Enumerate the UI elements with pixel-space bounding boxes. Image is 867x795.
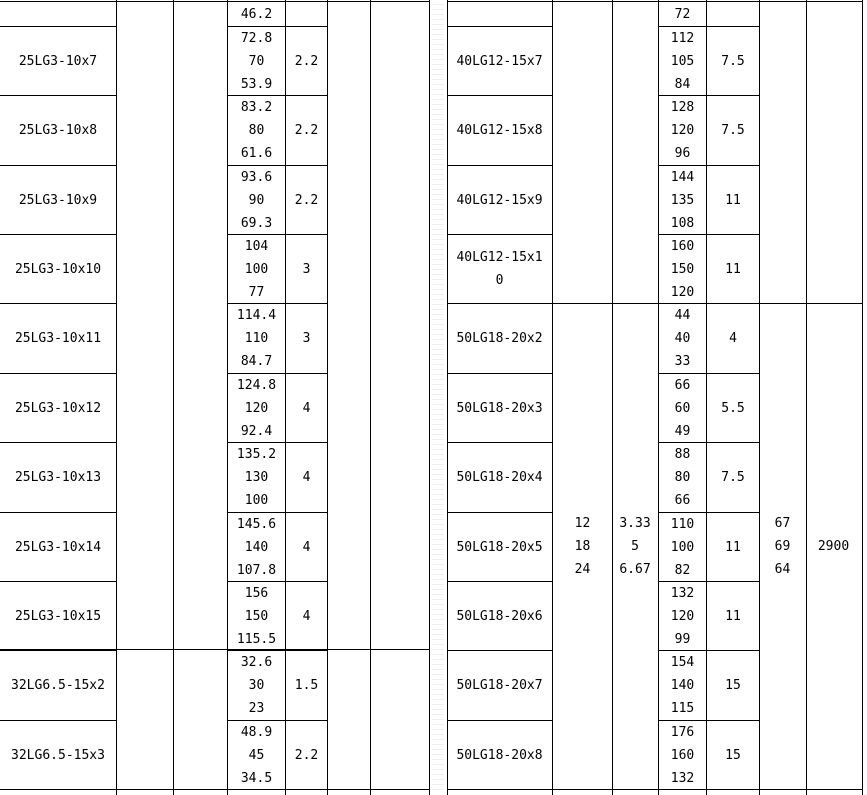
- flow-m3h-value: 24: [574, 562, 591, 577]
- power-cell: 3: [302, 261, 311, 277]
- efficiency-group: [760, 512, 805, 581]
- model-cell: 25LG3-10x12: [14, 400, 102, 416]
- head-values: [228, 27, 285, 96]
- head-value: 44: [674, 308, 691, 323]
- table-gap: [432, 0, 444, 794]
- model-cell: [0, 0, 116, 26]
- head-value: 100: [670, 540, 695, 555]
- head-value: 66: [674, 378, 691, 393]
- model-cell: 50LG18-20x3: [456, 400, 543, 416]
- head-value: 135.2: [236, 447, 277, 462]
- head-values: [659, 304, 706, 373]
- head-values: [659, 3, 706, 26]
- power-cell: 4: [302, 470, 311, 485]
- head-value: 107.8: [236, 563, 277, 578]
- head-values: [228, 582, 285, 651]
- head-value: 46.2: [240, 7, 273, 22]
- model-line: 40LG12-15x1: [456, 250, 543, 265]
- head-value: 45: [248, 748, 265, 763]
- head-value: 128: [670, 100, 695, 115]
- head-value: 60: [674, 401, 691, 416]
- power-cell: 4: [302, 608, 311, 624]
- efficiency-value: 64: [774, 562, 791, 577]
- head-value: 99: [674, 632, 691, 647]
- head-value: 33: [674, 354, 691, 369]
- head-value: 82: [674, 563, 691, 578]
- head-value: 100: [244, 262, 269, 277]
- head-value: 115: [670, 701, 695, 716]
- head-value: 84: [674, 77, 691, 92]
- head-values: [228, 513, 285, 582]
- head-value: 84.7: [240, 354, 273, 369]
- head-values: [228, 166, 285, 235]
- head-value: 30: [248, 678, 265, 693]
- head-values: [659, 443, 706, 512]
- power-cell: 2.2: [294, 123, 319, 138]
- head-value: 80: [248, 123, 265, 138]
- head-value: 93.6: [240, 170, 273, 185]
- head-values: [228, 96, 285, 165]
- head-value: 110: [244, 331, 269, 346]
- power-cell: 2.2: [294, 53, 319, 69]
- grid-line: [327, 0, 328, 795]
- model-cell: 25LG3-10x14: [14, 539, 102, 555]
- model-cell: 40LG12-15x7: [456, 53, 543, 69]
- model-cell: 50LG18-20x7: [456, 678, 543, 693]
- power-cell: 7.5: [721, 123, 745, 138]
- model-cell: 50LG18-20x2: [456, 331, 543, 346]
- head-value: 72: [674, 7, 691, 22]
- head-value: 176: [670, 725, 695, 740]
- head-value: 144: [670, 170, 695, 185]
- head-value: 100: [244, 493, 269, 508]
- head-value: 32.6: [240, 655, 273, 670]
- grid-line: [173, 0, 174, 795]
- head-value: 120: [244, 401, 269, 416]
- grid-line: [552, 0, 553, 795]
- head-value: 140: [670, 678, 695, 693]
- efficiency-value: 69: [774, 539, 791, 554]
- grid-line: [862, 0, 863, 795]
- model-cell: 25LG3-10x8: [18, 123, 98, 138]
- head-values: [228, 443, 285, 512]
- power-cell: 4: [302, 539, 311, 555]
- grid-line: [612, 0, 613, 795]
- flow-ls-value: 3.33: [619, 516, 651, 531]
- head-value: 145.6: [236, 517, 277, 532]
- head-value: 156: [244, 586, 269, 601]
- head-value: 48.9: [240, 725, 273, 740]
- model-cell: 50LG18-20x8: [456, 747, 543, 763]
- head-value: 40: [674, 331, 691, 346]
- head-values: [659, 651, 706, 720]
- head-value: 150: [670, 262, 695, 277]
- flow-m3h-group: [553, 512, 612, 581]
- head-value: 80: [674, 470, 691, 485]
- head-value: 72.8: [240, 31, 273, 46]
- head-value: 53.9: [240, 77, 273, 92]
- head-value: 88: [674, 447, 691, 462]
- head-value: 70: [248, 54, 265, 69]
- flow-m3h-value: 12: [574, 516, 591, 531]
- head-value: 120: [670, 285, 695, 300]
- grid-line: [447, 789, 863, 790]
- model-cell: 25LG3-10x9: [18, 192, 98, 208]
- head-values: [228, 304, 285, 373]
- grid-line: [116, 0, 117, 795]
- power-cell: 4: [729, 331, 737, 346]
- head-values: [659, 96, 706, 165]
- model-line: 0: [495, 273, 504, 288]
- power-cell: 3: [302, 331, 311, 346]
- head-value: 49: [674, 424, 691, 439]
- head-value: 23: [248, 701, 265, 716]
- head-value: 114.4: [236, 308, 277, 323]
- model-cell: 40LG12-15x9: [456, 192, 543, 208]
- head-value: 115.5: [236, 632, 277, 647]
- model-cell: 32LG6.5-15x3: [11, 747, 105, 763]
- power-cell: 15: [725, 747, 741, 763]
- head-values: [659, 235, 706, 304]
- head-values: [228, 374, 285, 443]
- power-cell: 7.5: [721, 53, 745, 69]
- model-cell: 25LG3-10x11: [14, 331, 102, 346]
- power-cell: 11: [725, 608, 741, 624]
- head-value: 140: [244, 540, 269, 555]
- head-values: [659, 166, 706, 235]
- head-values: [228, 235, 285, 304]
- power-cell: [286, 0, 327, 26]
- grid-line: [0, 789, 430, 790]
- head-values: [228, 3, 285, 26]
- head-value: 132: [670, 586, 695, 601]
- power-cell: 2.2: [294, 747, 319, 763]
- head-value: 105: [670, 54, 695, 69]
- speed-value: 2900: [817, 539, 850, 554]
- head-value: 132: [670, 771, 695, 786]
- power-cell: [707, 0, 759, 26]
- model-cell: 25LG3-10x13: [14, 470, 102, 485]
- head-values: [659, 582, 706, 651]
- model-cell: 50LG18-20x4: [456, 470, 543, 485]
- head-value: 160: [670, 748, 695, 763]
- head-value: 108: [670, 216, 695, 231]
- head-value: 160: [670, 239, 695, 254]
- model-cell: 50LG18-20x6: [456, 608, 543, 624]
- head-value: 120: [670, 123, 695, 138]
- head-value: 130: [244, 470, 269, 485]
- head-value: 154: [670, 655, 695, 670]
- grid-line: [429, 0, 430, 795]
- efficiency-value: 67: [774, 516, 791, 531]
- power-cell: 7.5: [721, 470, 745, 485]
- power-cell: 2.2: [294, 192, 319, 208]
- head-value: 61.6: [240, 146, 273, 161]
- grid-line: [759, 0, 760, 795]
- head-value: 77: [248, 285, 265, 300]
- model-cell: 50LG18-20x5: [456, 539, 543, 555]
- head-values: [659, 27, 706, 96]
- head-value: 66: [674, 493, 691, 508]
- grid-line: [806, 0, 807, 795]
- head-value: 135: [670, 193, 695, 208]
- head-value: 120: [670, 609, 695, 624]
- grid-line: [370, 0, 371, 795]
- model-cell: [447, 246, 552, 292]
- head-value: 96: [674, 146, 691, 161]
- head-value: 83.2: [240, 100, 273, 115]
- head-values: [228, 721, 285, 790]
- head-value: 69.3: [240, 216, 273, 231]
- model-cell: 25LG3-10x7: [18, 53, 98, 69]
- model-cell: 32LG6.5-15x2: [11, 678, 105, 693]
- head-values: [659, 374, 706, 443]
- head-value: 150: [244, 609, 269, 624]
- head-values: [228, 651, 285, 720]
- power-cell: 15: [725, 678, 741, 693]
- flow-m3h-value: 18: [574, 539, 591, 554]
- model-cell: 25LG3-10x15: [14, 608, 102, 624]
- model-cell: 40LG12-15x8: [456, 123, 543, 138]
- head-value: 112: [670, 31, 695, 46]
- power-cell: 4: [302, 400, 311, 416]
- power-cell: 11: [725, 192, 741, 208]
- flow-ls-group: [613, 512, 657, 581]
- power-cell: 11: [725, 261, 741, 277]
- head-value: 92.4: [240, 424, 273, 439]
- power-cell: 1.5: [294, 678, 319, 693]
- head-values: [659, 721, 706, 790]
- grid-line: [447, 234, 553, 235]
- power-cell: 5.5: [721, 400, 745, 416]
- head-value: 124.8: [236, 378, 277, 393]
- head-value: 104: [244, 239, 269, 254]
- flow-ls-value: 5: [631, 539, 639, 554]
- flow-ls-value: 6.67: [619, 562, 651, 577]
- power-cell: 11: [725, 539, 741, 555]
- head-values: [659, 513, 706, 582]
- model-cell: [447, 0, 552, 26]
- model-cell: 25LG3-10x10: [14, 261, 102, 277]
- head-value: 90: [248, 193, 265, 208]
- head-value: 110: [670, 517, 695, 532]
- head-value: 34.5: [240, 771, 273, 786]
